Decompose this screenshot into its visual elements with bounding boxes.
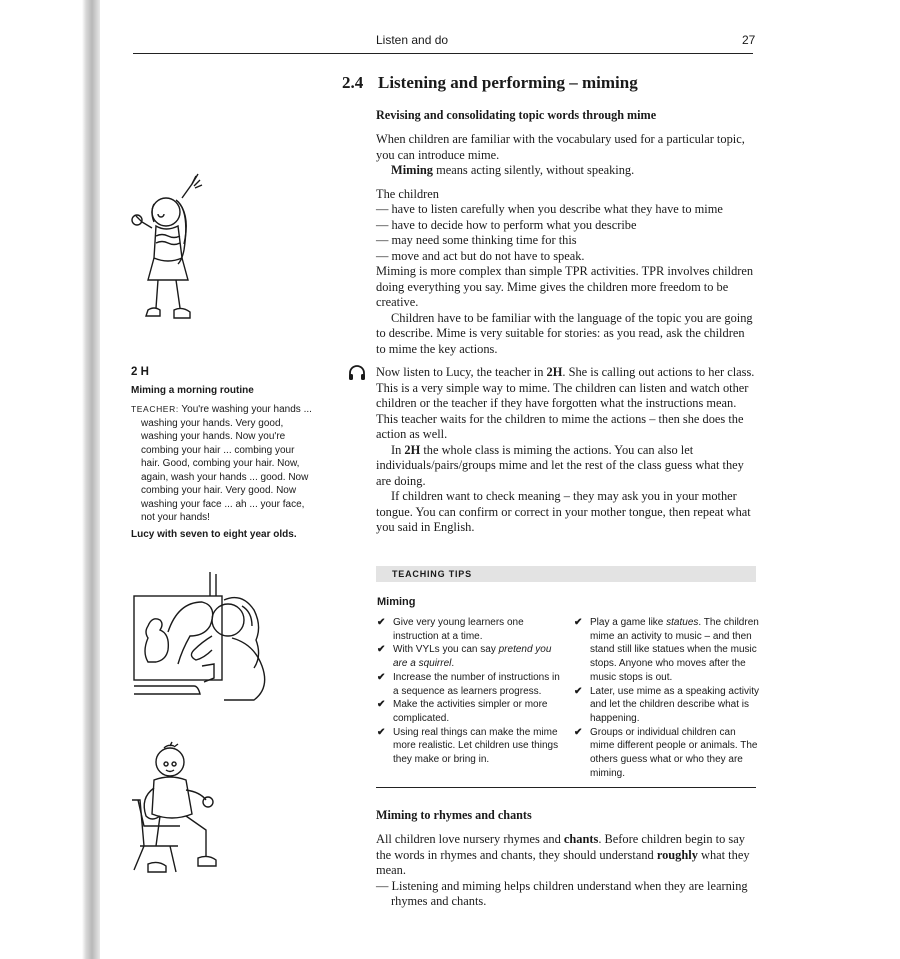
rhymes-body [376, 832, 760, 910]
check-meaning-paragraph: If children want to check meaning – they may ask you in your mother tongue. You can confirm or correct in your mother tongue, then repeat what you said in English. [376, 489, 751, 534]
tip-item: ✔ Play a game like statues. The children mime an activity to music – and then stand still like statues when the music stops. Anyone who moves after the music stops is out. [574, 617, 759, 683]
sidebar-transcript: TEACHER: You're washing your hands ... washing your hands. Very good, washing your hands. Now you're combing your hair ... combing your hair. Good, combing your hair. Now, again, wash your hands ... good. Now combing your hair. Very good. Now washing your face ... ah ... your face, not your hands! [131, 404, 312, 523]
sidebar-caption: Lucy with seven to eight year olds. [131, 529, 297, 540]
section-title [342, 73, 638, 93]
miming-term: Miming [391, 163, 433, 177]
boy-sitting-illustration [130, 740, 222, 878]
tip-item: ✔ Give very young learners one instruction at a time. [377, 617, 524, 642]
check-icon: ✔ [574, 685, 583, 697]
tip-item: ✔ Using real things can make the mime more realistic. Let children use things they make or bring in. [377, 726, 559, 766]
book-gutter-shadow [0, 0, 100, 959]
check-icon: ✔ [574, 726, 583, 738]
list-item: — have to listen carefully when you describe what they have to mime [376, 202, 723, 216]
tip-item: ✔ Make the activities simpler or more complicated. [377, 699, 548, 724]
rhymes-paragraph: All children love nursery rhymes and chants. Before children begin to say the words in rhymes and chants, they should understand roughly what they mean. [376, 832, 750, 877]
section-number: 2.4 [342, 73, 364, 92]
recording-ref: 2H [404, 442, 421, 457]
tip-item: ✔ Later, use mime as a speaking activity and let the children describe what is happening. [574, 685, 759, 724]
rhymes-bullet: — Listening and miming helps children understand when they are learning rhymes and chants. [376, 878, 748, 908]
speaker-label: TEACHER: [131, 404, 179, 414]
check-icon: ✔ [377, 644, 386, 656]
check-icon: ✔ [377, 671, 386, 683]
tip-item: ✔ With VYLs you can say pretend you are a squirrel. [377, 644, 552, 670]
whole-class-paragraph: In 2H the whole class is miming the actions. You can also let individuals/pairs/groups mime and let the rest of the class guess what they are doing. [376, 442, 744, 488]
section-subheading: Revising and consolidating topic words through mime [376, 108, 657, 122]
sidebar-code: 2 H [131, 366, 149, 378]
teaching-tips-label: TEACHING TIPS [392, 569, 472, 579]
tips-right-column [574, 616, 760, 780]
headphones-icon [347, 364, 367, 382]
list-item: — may need some thinking time for this [376, 233, 577, 247]
lucy-paragraph: Now listen to Lucy, the teacher in 2H. She is calling out actions to her class. This is a very simple way to mime. The children can listen and watch other children or the teacher if they have forgotten what the instructions mean. This teacher waits for the children to mime the actions – then she does the action as well. [376, 365, 755, 441]
page-number: 27 [742, 33, 756, 47]
tip-item: ✔ Groups or individual children can mime different people or animals. The others guess what or who they are miming. [574, 726, 758, 779]
children-list [376, 202, 756, 264]
tips-bottom-rule [376, 787, 756, 788]
header-rule [133, 53, 753, 54]
children-lead: The children [376, 186, 439, 201]
girl-squirrel-illustration [132, 570, 290, 712]
check-icon: ✔ [377, 617, 386, 628]
tip-item: ✔ Increase the number of instructions in a sequence as learners progress. [377, 671, 560, 697]
familiar-paragraph: Children have to be familiar with the language of the topic you are going to describe. Mime is very suitable for stories: as you read, ask the children to mime the key actions. [376, 310, 753, 356]
section-title-text: Listening and performing – miming [378, 73, 638, 92]
tips-heading: Miming [377, 596, 416, 608]
girl-miming-illustration [128, 170, 210, 336]
recording-ref: 2H [546, 365, 563, 379]
list-item: — move and act but do not have to speak. [376, 248, 585, 263]
check-icon: ✔ [377, 726, 386, 738]
tips-left-column [377, 616, 565, 767]
check-icon: ✔ [377, 699, 386, 711]
sidebar-title: Miming a morning routine [131, 385, 254, 396]
complex-paragraph: Miming is more complex than simple TPR activities. TPR involves children doing everything you say. Mime gives the children more freedom to be creative. [376, 264, 754, 309]
intro-paragraph: When children are familiar with the vocabulary used for a particular topic, you can introduce mime. [376, 132, 745, 162]
list-item: — have to decide how to perform what you describe [376, 217, 637, 232]
check-icon: ✔ [574, 617, 583, 628]
main-body-text [376, 132, 756, 536]
running-header-title: Listen and do [376, 33, 449, 47]
rhymes-heading: Miming to rhymes and chants [376, 808, 532, 822]
miming-definition: Miming means acting silently, without speaking. [391, 163, 635, 177]
